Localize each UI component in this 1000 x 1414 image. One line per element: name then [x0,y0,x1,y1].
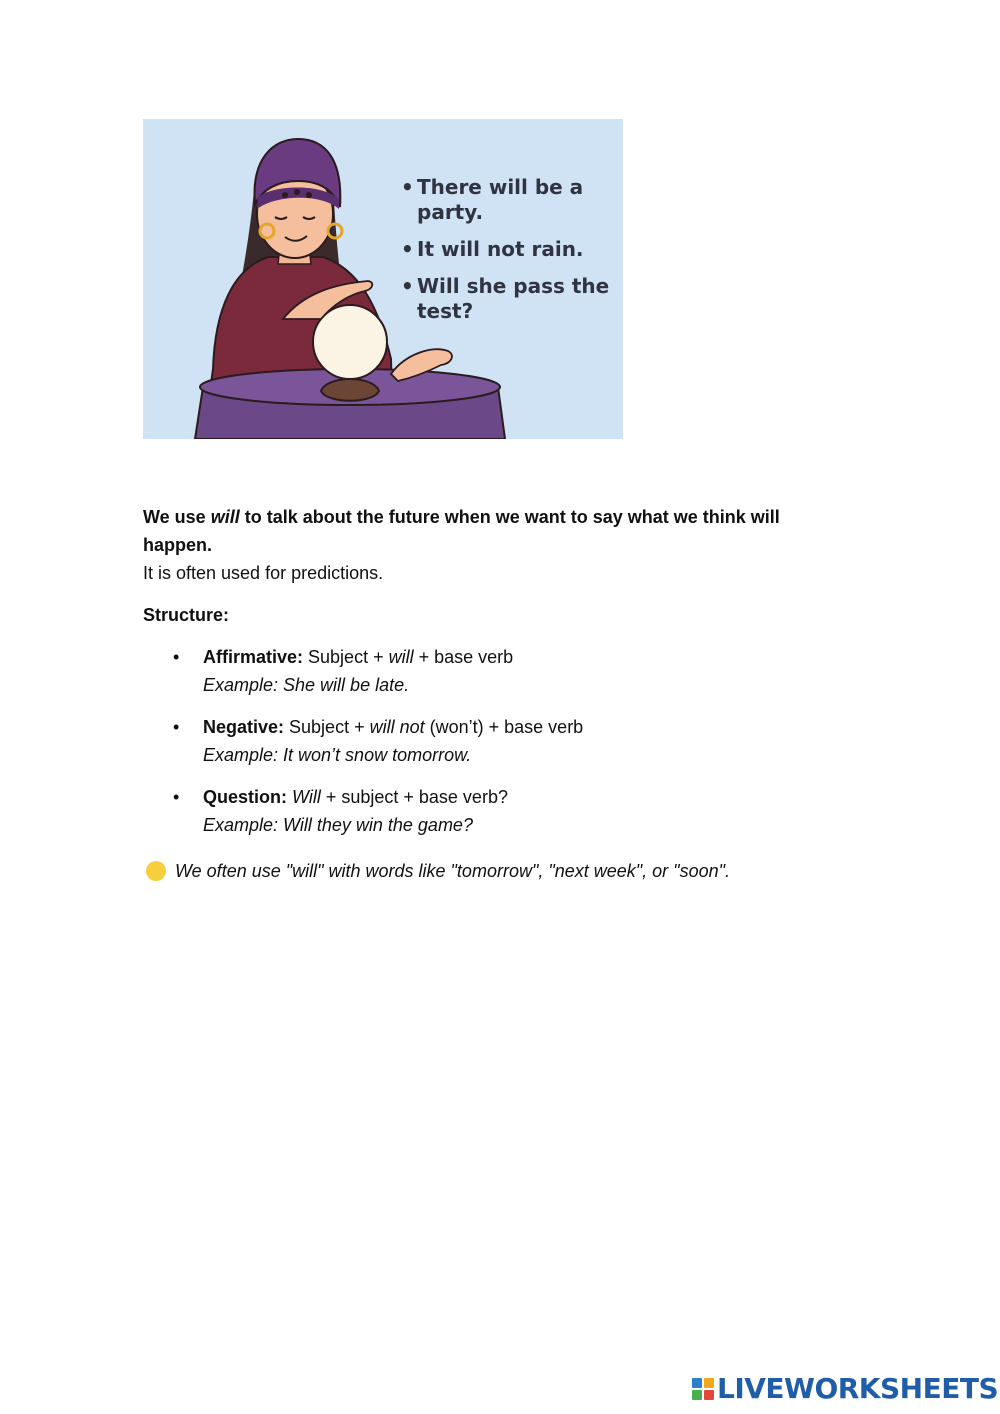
example-text: Example: It won’t snow tomorrow. [203,745,472,765]
tip-text: We often use "will" with words like "tomorrow", "next week", or "soon". [175,861,730,881]
liveworksheets-logo-icon [692,1378,714,1400]
keyword-will: will [210,507,240,527]
rule-affirmative: • Affirmative: Subject + will + base verb Example: She will be late. [143,643,843,699]
illustration-prediction-list [401,175,611,336]
illustration-point: • It will not rain. [401,237,611,262]
logo-square [704,1390,714,1400]
rule-negative: • Negative: Subject + will not (won’t) + base verb Example: It won’t snow tomorrow. [143,713,843,769]
structure-list [143,643,843,839]
example-text: Example: Will they win the game? [203,815,473,835]
illustration-point: • There will be a party. [401,175,611,225]
logo-square [692,1390,702,1400]
structure-label: Structure: [143,605,230,625]
liveworksheets-logo[interactable] [692,1372,998,1405]
intro-subtext: It is often used for predictions. [143,563,384,583]
lesson-content [143,503,843,853]
illustration-point: • Will she pass the test? [401,274,611,324]
logo-square [704,1378,714,1388]
tip-note [143,857,730,885]
rule-question: • Question: Will + subject + base verb? Example: Will they win the game? [143,783,843,839]
logo-square [692,1378,702,1388]
intro-heading: We use will to talk about the future when we want to say what we think will happen. [143,507,780,555]
example-text: Example: She will be late. [203,675,410,695]
yellow-circle-icon [146,861,166,881]
fortune-teller-illustration [143,119,623,439]
brand-name: LIVEWORKSHEETS [717,1372,999,1405]
